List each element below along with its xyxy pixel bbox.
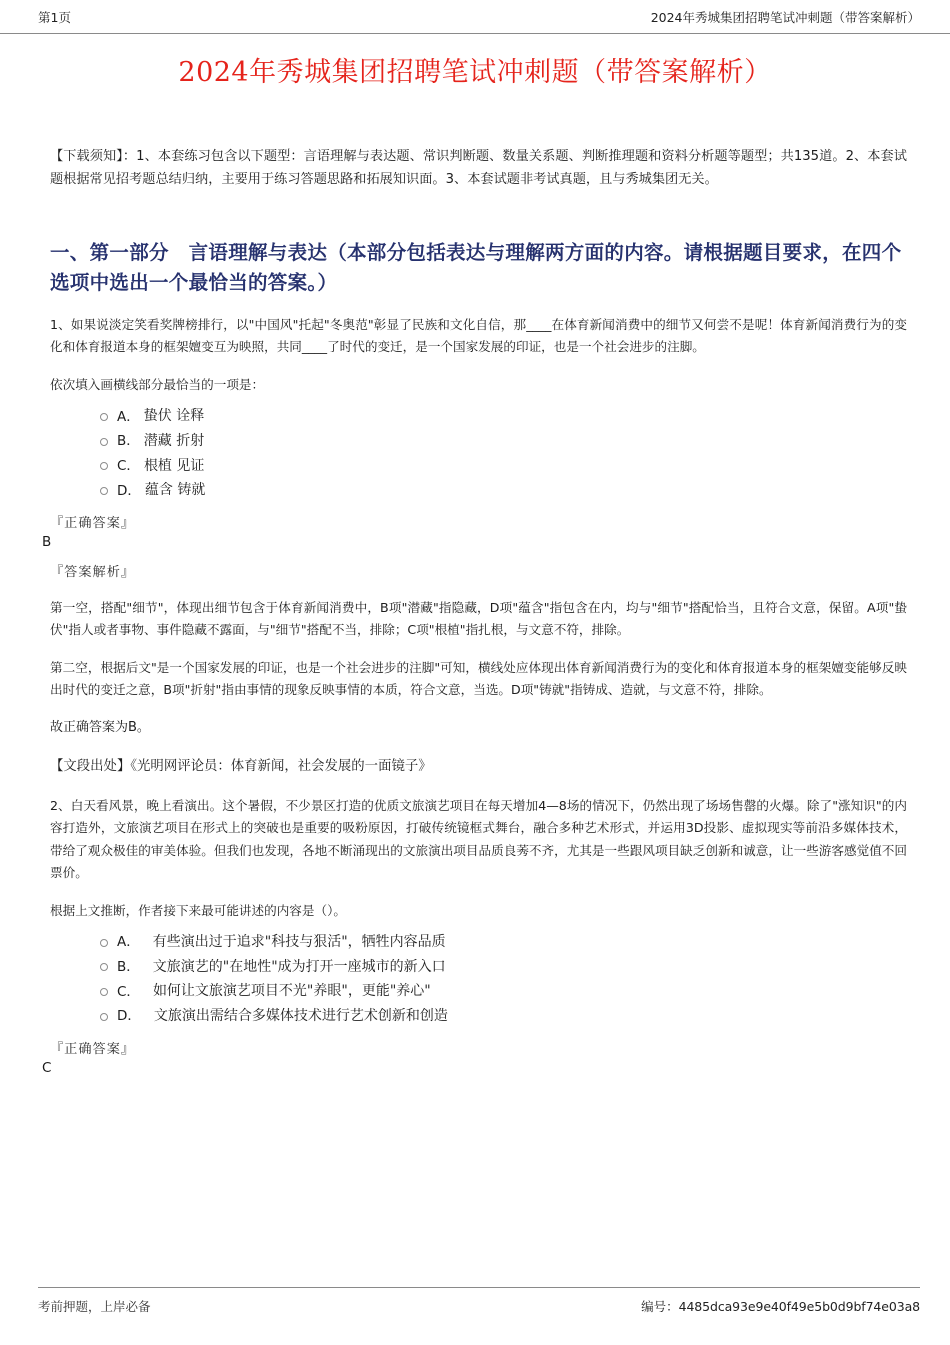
radio-button-icon[interactable] <box>100 438 108 446</box>
question-prompt: 依次填入画横线部分最恰当的一项是： <box>50 376 265 392</box>
section-heading-part-one: 一、第一部分 言语理解与表达（本部分包括表达与理解两方面的内容。请根据题目要求，在四个选项中选出一个最恰当的答案。） <box>50 241 902 294</box>
page-title: 2024年秀城集团招聘笔试冲刺题（带答案解析） <box>178 57 772 88</box>
page-footer <box>38 1287 920 1327</box>
footer-id-value: 4485dca93e9e40f49e5b0d9bf74e03a8 <box>678 1299 920 1314</box>
option-item[interactable] <box>100 431 912 453</box>
analysis-paragraph: 第二空，根据后文"是一个国家发展的印证，也是一个社会进步的注脚"可知，横线处应体现出体育新闻消费行为的变化和体育报道本身的框架嬗变能够反映出时代的变迁之意，B项"折射"指由事情的现象反映事情的本质，符合文意，当选。D项"铸就"指铸成、造就，与文意不符，排除。 <box>50 659 907 698</box>
analysis-paragraph: 第一空，搭配"细节"，体现出细节包含于体育新闻消费中，B项"潜藏"指隐藏，D项"蕴含"指包含在内，均与"细节"搭配恰当，且符合文意，保留。A项"蛰伏"指人或者事物、事件隐藏不露面，与"细节"搭配不当，排除；C项"根植"指扎根，与文意不符，排除。 <box>50 600 907 638</box>
radio-button-icon[interactable] <box>100 413 108 421</box>
answer-analysis-label: 『答案解析』 <box>50 565 136 581</box>
radio-button-icon[interactable] <box>100 988 108 996</box>
question-stem: 1、如果说淡定笑看奖牌榜排行，以"中国风"托起"冬奥范"彰显了民族和文化自信，那____在体育新闻消费中的细节又何尝不是呢！体育新闻消费行为的变化和体育报道本身的框架嬗变互为映照，共同____了时代的变迁，是一个国家发展的印证，也是一个社会进步的注脚。 <box>50 316 907 355</box>
option-text: 有些演出过于追求"科技与狠活"，牺牲内容品质 <box>152 933 446 950</box>
radio-button-icon[interactable] <box>100 939 108 947</box>
option-text: 文旅演艺的"在地性"成为打开一座城市的新入口 <box>152 958 446 975</box>
question-block-1 <box>38 314 912 778</box>
option-item[interactable] <box>100 957 912 979</box>
option-item[interactable] <box>100 456 912 478</box>
option-letter: C． <box>117 983 140 1000</box>
radio-button-icon[interactable] <box>100 487 108 495</box>
option-item[interactable] <box>100 480 912 502</box>
option-list <box>100 932 912 1028</box>
option-item[interactable] <box>100 981 912 1003</box>
running-header-title: 2024年秀城集团招聘笔试冲刺题（带答案解析） <box>650 10 920 25</box>
radio-button-icon[interactable] <box>100 1013 108 1021</box>
option-text: 潜藏 折射 <box>143 432 205 449</box>
option-text: 如何让文旅演艺项目不光"养眼"，更能"养心" <box>152 983 431 1000</box>
option-letter: D． <box>117 1008 141 1025</box>
option-list <box>100 406 912 502</box>
radio-button-icon[interactable] <box>100 963 108 971</box>
footer-id-label: 编号： <box>641 1299 679 1314</box>
document-body <box>0 34 950 1077</box>
option-text: 蛰伏 诠释 <box>143 408 205 425</box>
option-text: 蕴含 铸就 <box>144 482 206 499</box>
question-stem: 2、白天看风景，晚上看演出。这个暑假，不少景区打造的优质文旅演艺项目在每天增加4—8场的情况下，仍然出现了场场售罄的火爆。除了"涨知识"的内容打造外，文旅演艺项目在形式上的突破也是重要的吸粉原因，打破传统镜框式舞台，融合多种艺术形式，并运用3D投影、虚拟现实等前沿多媒体技术，带给了观众极佳的审美体验。但我们也发现，各地不断涌现出的文旅演出项目品质良莠不齐，尤其是一些跟风项目缺乏创新和诚意，让一些游客感觉值不回票价。 <box>50 797 907 881</box>
download-notice: 【下载须知】：1、本套练习包含以下题型：言语理解与表达题、常识判断题、数量关系题、判断推理题和资料分析题等题型；共135道。2、本套试题根据常见招考题总结归纳，主要用于练习答题思路和拓展知识面。3、本套试题非考试真题，且与秀城集团无关。 <box>50 149 907 187</box>
option-text: 文旅演出需结合多媒体技术进行艺术创新和创造 <box>153 1008 448 1024</box>
option-item[interactable] <box>100 1006 912 1028</box>
question-prompt: 根据上文推断，作者接下来最可能讲述的内容是（）。 <box>50 902 346 918</box>
option-letter: A． <box>117 408 140 425</box>
radio-button-icon[interactable] <box>100 462 108 470</box>
option-text: 根植 见证 <box>143 457 205 474</box>
option-item[interactable] <box>100 406 912 428</box>
option-letter: C． <box>117 457 140 474</box>
analysis-conclusion: 故正确答案为B。 <box>50 719 150 735</box>
option-letter: A． <box>117 934 140 951</box>
correct-answer-label: 『正确答案』 <box>50 515 136 531</box>
footer-slogan: 考前押题，上岸必备 <box>38 1299 151 1314</box>
page-header <box>0 0 950 34</box>
passage-source: 【文段出处】《光明网评论员：体育新闻，社会发展的一面镜子》 <box>50 759 432 775</box>
correct-answer-value: B <box>42 533 52 550</box>
footer-document-id <box>641 1297 920 1315</box>
question-block-2 <box>38 795 912 1077</box>
correct-answer-value: C <box>42 1059 52 1076</box>
correct-answer-label: 『正确答案』 <box>50 1041 136 1057</box>
option-item[interactable] <box>100 932 912 954</box>
page-number-marker: 第1页 <box>38 10 71 25</box>
option-letter: B． <box>117 433 140 450</box>
option-letter: D． <box>117 482 141 499</box>
option-letter: B． <box>117 959 140 975</box>
